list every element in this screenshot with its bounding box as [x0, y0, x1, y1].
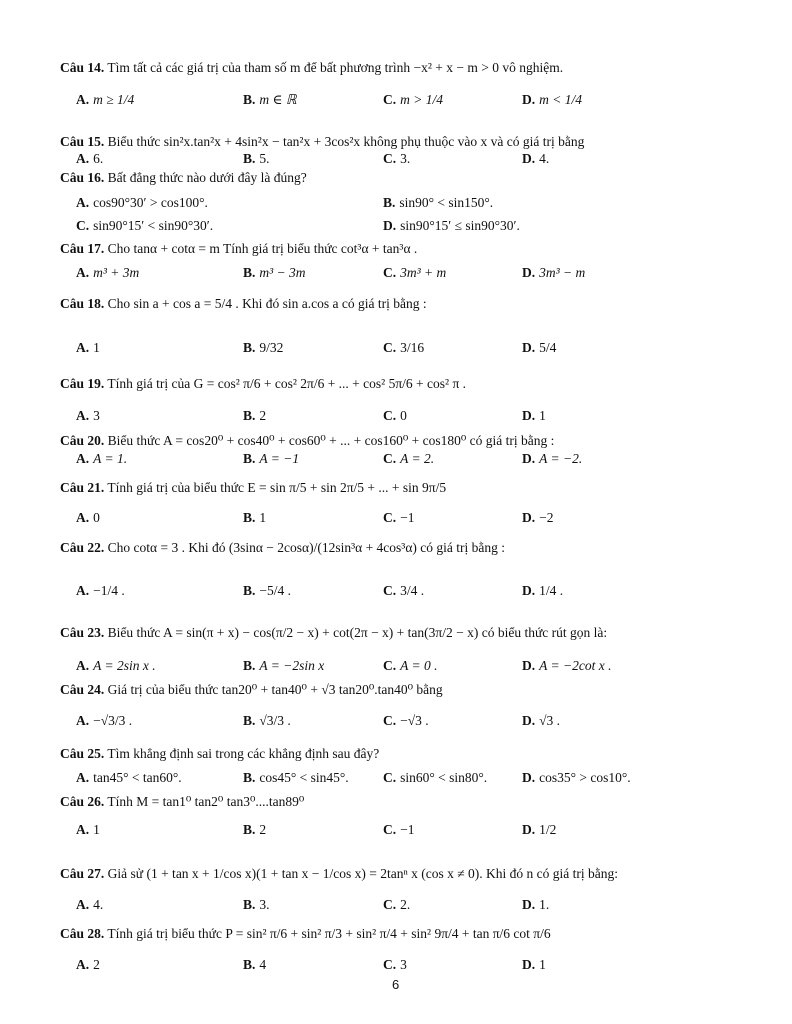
question-28	[60, 926, 760, 942]
option-d: D. −2	[522, 510, 554, 525]
option-b: B. m ∈ ℝ	[243, 92, 297, 107]
option-a: A. 6.	[76, 151, 104, 166]
option-d: D. √3 .	[522, 713, 561, 728]
option-a: A. −√3/3 .	[76, 713, 133, 728]
question-18	[60, 296, 760, 312]
question-21	[60, 480, 760, 496]
option-b: B. √3/3 .	[243, 713, 291, 728]
option-b: B. 9/32	[243, 340, 284, 355]
question-19	[60, 376, 760, 392]
option-b: B. 1	[243, 510, 267, 525]
question-text: Tính giá trị của biểu thức E = sin π/5 + sin 2π/5 + ... + sin 9π/5	[107, 480, 447, 495]
question-number: Câu 15.	[60, 134, 105, 149]
option-b: B. 2	[243, 408, 267, 423]
option-c: C. −√3 .	[383, 713, 429, 728]
question-27	[60, 866, 760, 882]
option-a: A. −1/4 .	[76, 583, 125, 598]
question-23	[60, 625, 760, 641]
option-b: B. 3.	[243, 897, 270, 912]
question-22	[60, 540, 760, 556]
question-number: Câu 27.	[60, 866, 105, 881]
options-row	[0, 151, 792, 171]
option-a: A. 1	[76, 822, 100, 837]
option-c: C. sin90°15′ < sin90°30′.	[76, 218, 214, 233]
option-b: B. −5/4 .	[243, 583, 292, 598]
options-row	[0, 218, 792, 238]
option-b: B. sin90° < sin150°.	[383, 195, 494, 210]
option-a: A. 1	[76, 340, 100, 355]
options-row	[0, 770, 792, 790]
question-number: Câu 23.	[60, 625, 105, 640]
option-c: C. 3/4 .	[383, 583, 425, 598]
question-number: Câu 25.	[60, 746, 105, 761]
option-a: A. m³ + 3m	[76, 265, 140, 280]
question-26	[60, 794, 760, 810]
question-25	[60, 746, 760, 762]
option-a: A. A = 1.	[76, 451, 128, 466]
option-c: C. 2.	[383, 897, 411, 912]
options-row	[0, 195, 792, 215]
options-row	[0, 408, 792, 428]
option-a: A. cos90°30′ > cos100°.	[76, 195, 208, 210]
options-row	[0, 713, 792, 733]
option-d: D. 4.	[522, 151, 550, 166]
question-20	[60, 433, 760, 449]
question-14	[60, 60, 760, 76]
option-c: C. 3m³ + m	[383, 265, 447, 280]
question-number: Câu 24.	[60, 682, 105, 697]
question-text: Tìm tất cả các giá trị của tham số m để bất phương trình −x² + x − m > 0 vô nghiệm.	[107, 60, 564, 75]
option-c: C. 3/16	[383, 340, 425, 355]
option-a: A. 4.	[76, 897, 104, 912]
question-number: Câu 21.	[60, 480, 105, 495]
question-text: Tính giá trị biểu thức P = sin² π/6 + sin² π/3 + sin² π/4 + sin² 9π/4 + tan π/6 cot π/6	[107, 926, 551, 941]
question-24	[60, 682, 760, 698]
options-row	[0, 265, 792, 285]
question-text: Biểu thức A = cos20⁰ + cos40⁰ + cos60⁰ + ... + cos160⁰ + cos180⁰ có giá trị bằng :	[107, 433, 555, 448]
question-number: Câu 22.	[60, 540, 105, 555]
question-text: Tính giá trị của G = cos² π/6 + cos² 2π/6 + ... + cos² 5π/6 + cos² π .	[107, 376, 467, 391]
question-15	[60, 134, 760, 150]
option-d: D. 1	[522, 957, 546, 972]
options-row	[0, 451, 792, 471]
question-text: Cho sin a + cos a = 5/4 . Khi đó sin a.cos a có giá trị bằng :	[107, 296, 427, 311]
question-text: Biểu thức sin²x.tan²x + 4sin²x − tan²x + 3cos²x không phụ thuộc vào x và có giá trị bằng	[107, 134, 585, 149]
question-16	[60, 170, 760, 186]
question-number: Câu 28.	[60, 926, 105, 941]
question-number: Câu 18.	[60, 296, 105, 311]
option-d: D. A = −2.	[522, 451, 583, 466]
question-text: Bất đẳng thức nào dưới đây là đúng?	[107, 170, 307, 185]
question-number: Câu 26.	[60, 794, 105, 809]
option-b: B. 5.	[243, 151, 270, 166]
option-c: C. sin60° < sin80°.	[383, 770, 488, 785]
question-text: Cho tanα + cotα = m Tính giá trị biểu thức cot³α + tan³α .	[107, 241, 418, 256]
options-row	[0, 583, 792, 603]
option-a: A. m ≥ 1/4	[76, 92, 135, 107]
option-b: B. cos45° < sin45°.	[243, 770, 349, 785]
question-text: Biểu thức A = sin(π + x) − cos(π/2 − x) + cot(2π − x) + tan(3π/2 − x) có biểu thức rút gọn là:	[107, 625, 608, 640]
question-number: Câu 20.	[60, 433, 105, 448]
options-row	[0, 822, 792, 842]
question-text: Giá trị của biểu thức tan20⁰ + tan40⁰ + √3 tan20⁰.tan40⁰ bằng	[107, 682, 443, 697]
option-c: C. A = 0 .	[383, 658, 438, 673]
option-c: C. 3	[383, 957, 407, 972]
option-b: B. 2	[243, 822, 267, 837]
option-c: C. A = 2.	[383, 451, 435, 466]
option-b: B. A = −1	[243, 451, 300, 466]
option-c: C. m > 1/4	[383, 92, 443, 107]
option-b: B. A = −2sin x	[243, 658, 325, 673]
question-number: Câu 16.	[60, 170, 105, 185]
option-d: D. cos35° > cos10°.	[522, 770, 631, 785]
option-d: D. sin90°15′ ≤ sin90°30′.	[383, 218, 520, 233]
option-d: D. 1/4 .	[522, 583, 564, 598]
option-d: D. 1	[522, 408, 546, 423]
option-d: D. 3m³ − m	[522, 265, 586, 280]
option-d: D. A = −2cot x .	[522, 658, 612, 673]
question-text: Giả sử (1 + tan x + 1/cos x)(1 + tan x − 1/cos x) = 2tanⁿ x (cos x ≠ 0). Khi đó n có giá trị bằng:	[107, 866, 618, 881]
question-text: Cho cotα = 3 . Khi đó (3sinα − 2cosα)/(12sin³α + 4cos³α) có giá trị bằng :	[107, 540, 506, 555]
options-row	[0, 340, 792, 360]
option-c: C. 3.	[383, 151, 411, 166]
options-row	[0, 92, 792, 112]
option-b: B. m³ − 3m	[243, 265, 306, 280]
option-a: A. 2	[76, 957, 100, 972]
question-text: Tìm khẳng định sai trong các khẳng định sau đây?	[107, 746, 380, 761]
option-d: D. m < 1/4	[522, 92, 582, 107]
option-a: A. 3	[76, 408, 100, 423]
option-d: D. 1.	[522, 897, 550, 912]
option-d: D. 1/2	[522, 822, 557, 837]
option-a: A. A = 2sin x .	[76, 658, 156, 673]
option-d: D. 5/4	[522, 340, 557, 355]
question-number: Câu 19.	[60, 376, 105, 391]
options-row	[0, 897, 792, 917]
page-number: 6	[392, 977, 400, 992]
question-number: Câu 14.	[60, 60, 105, 75]
question-17	[60, 241, 760, 257]
options-row	[0, 510, 792, 530]
options-row	[0, 658, 792, 678]
option-c: C. −1	[383, 510, 415, 525]
option-b: B. 4	[243, 957, 267, 972]
option-a: A. tan45° < tan60°.	[76, 770, 182, 785]
option-c: C. 0	[383, 408, 407, 423]
options-row	[0, 957, 792, 977]
question-text: Tính M = tan1⁰ tan2⁰ tan3⁰....tan89⁰	[107, 794, 305, 809]
option-a: A. 0	[76, 510, 100, 525]
question-number: Câu 17.	[60, 241, 105, 256]
option-c: C. −1	[383, 822, 415, 837]
